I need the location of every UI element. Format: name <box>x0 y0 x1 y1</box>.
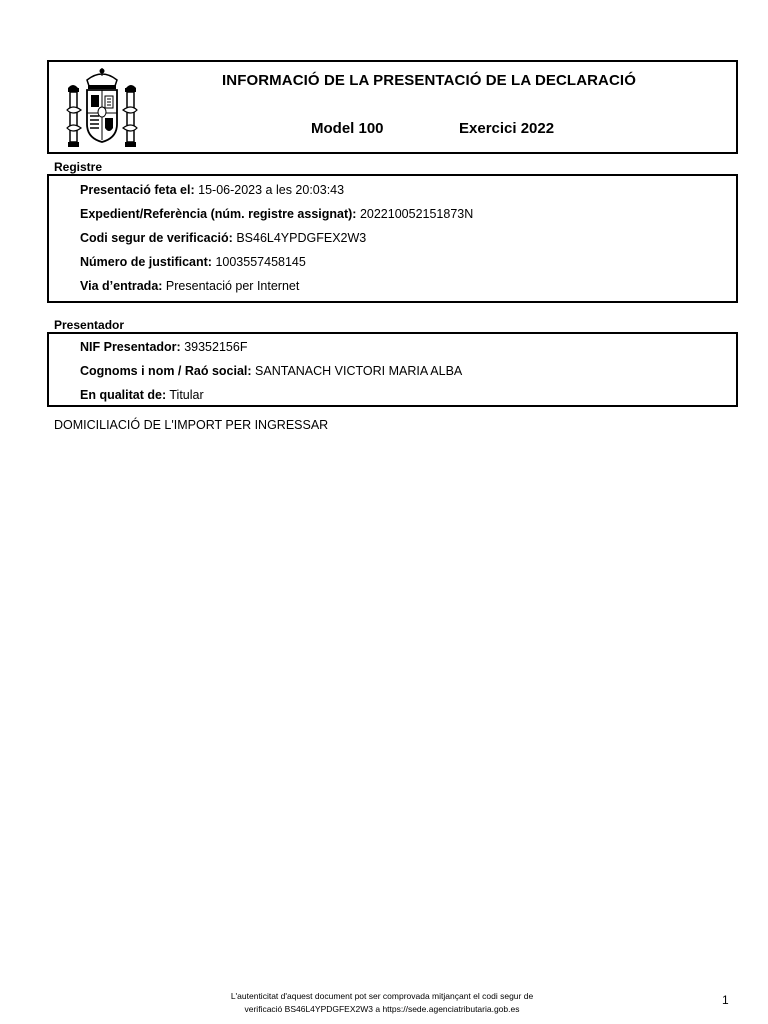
registre-row <box>80 207 473 221</box>
registre-value: BS46L4YPDGFEX2W3 <box>236 231 367 245</box>
footer-line: verificació BS46L4YPDGFEX2W3 a https://sede.agenciatributaria.gob.es <box>244 1004 520 1014</box>
document-title: INFORMACIÓ DE LA PRESENTACIÓ DE LA DECLARACIÓ <box>222 72 636 89</box>
presentador-key: En qualitat de: <box>80 388 167 402</box>
registre-row <box>80 255 306 269</box>
presentador-row <box>80 388 204 402</box>
registre-value: Presentació per Internet <box>165 279 300 293</box>
presentador-key: NIF Presentador: <box>80 340 181 354</box>
registre-key: Número de justificant: <box>80 255 212 269</box>
presentador-key: Cognoms i nom / Raó social: <box>80 364 252 378</box>
presentador-value: Titular <box>169 388 204 402</box>
footer-line: L'autenticitat d'aquest document pot ser comprovada mitjançant el codi segur de <box>230 991 534 1001</box>
page-number: 1 <box>722 993 729 1007</box>
registre-key: Codi segur de verificació: <box>80 231 233 245</box>
registre-key: Expedient/Referència (núm. registre assignat): <box>80 207 357 221</box>
presentador-box <box>47 332 738 407</box>
presentador-value: 39352156F <box>184 340 248 354</box>
presentador-row <box>80 364 462 378</box>
registre-row <box>80 279 299 293</box>
footer-note <box>182 990 582 1016</box>
registre-value: 15-06-2023 a les 20:03:43 <box>198 183 345 197</box>
registre-value: 202210052151873N <box>359 207 474 221</box>
domiciliacio-text: DOMICILIACIÓ DE L'IMPORT PER INGRESSAR <box>54 418 329 432</box>
registre-key: Presentació feta el: <box>80 183 195 197</box>
registre-key: Via d’entrada: <box>80 279 163 293</box>
model-label: Model 100 <box>311 120 384 137</box>
document-header <box>47 60 738 154</box>
registre-row <box>80 231 366 245</box>
registre-box <box>47 174 738 303</box>
registre-row <box>80 183 344 197</box>
exercise-label: Exercici 2022 <box>459 120 555 137</box>
presentador-value: SANTANACH VICTORI MARIA ALBA <box>255 364 463 378</box>
presentador-row <box>80 340 247 354</box>
registre-value: 1003557458145 <box>215 255 306 269</box>
spanish-coat-of-arms-icon <box>65 66 139 152</box>
presentador-section-label: Presentador <box>54 318 125 332</box>
registre-section-label: Registre <box>54 160 103 174</box>
